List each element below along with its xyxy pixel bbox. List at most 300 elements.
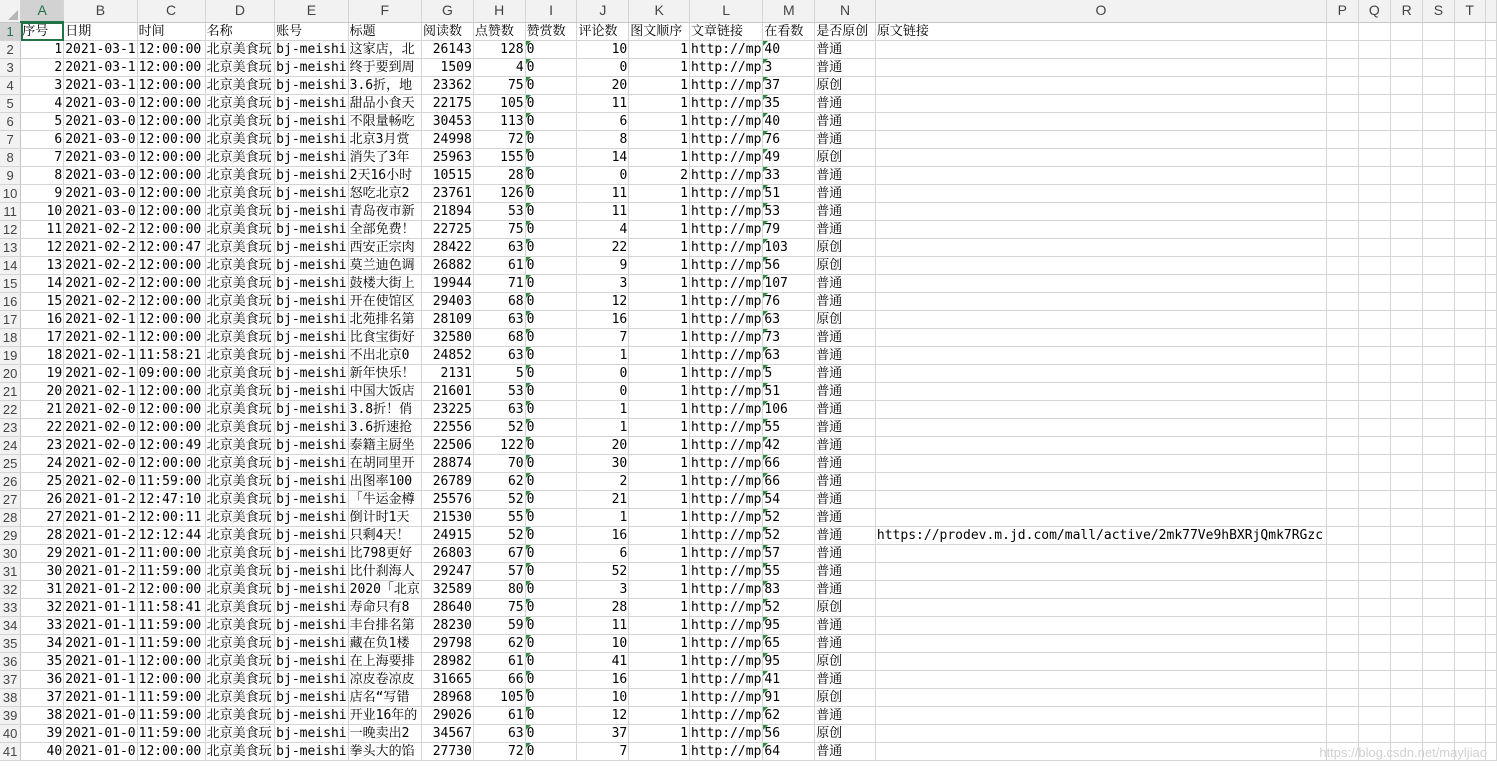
table-cell[interactable] xyxy=(1454,41,1485,59)
header-cell[interactable]: 图文顺序 xyxy=(629,22,690,41)
table-cell[interactable]: bj-meishi xyxy=(276,492,347,507)
table-cell[interactable]: 12 xyxy=(21,239,64,257)
table-cell[interactable]: 37 xyxy=(21,689,64,707)
row-header[interactable]: 18 xyxy=(0,329,21,347)
table-cell[interactable]: 11:59:00 xyxy=(137,617,205,635)
table-cell[interactable]: 62 xyxy=(763,707,815,725)
table-cell[interactable] xyxy=(1485,221,1496,239)
table-cell[interactable]: 9 xyxy=(577,257,629,275)
table-cell[interactable]: 55 xyxy=(473,509,525,527)
table-cell[interactable]: 68 xyxy=(473,329,525,347)
table-cell[interactable]: 29026 xyxy=(421,707,473,725)
table-cell[interactable] xyxy=(1391,149,1423,167)
table-cell[interactable]: 12:00:11 xyxy=(137,509,205,527)
table-cell[interactable] xyxy=(1423,293,1455,311)
table-cell[interactable] xyxy=(1485,527,1496,545)
header-cell[interactable] xyxy=(1485,22,1496,41)
table-cell[interactable]: 2021-02-2 xyxy=(65,258,136,273)
table-cell[interactable]: 41 xyxy=(763,671,815,689)
table-cell[interactable]: 64 xyxy=(763,743,815,761)
table-cell[interactable]: 普通 xyxy=(815,491,876,509)
table-cell[interactable]: 0 xyxy=(525,257,577,275)
table-cell[interactable]: 0 xyxy=(525,581,577,599)
table-cell[interactable]: http://mp xyxy=(690,96,762,111)
column-header-k[interactable]: K xyxy=(629,0,690,22)
table-cell[interactable] xyxy=(875,581,1326,599)
table-cell[interactable] xyxy=(875,185,1326,203)
table-cell[interactable]: 12:00:00 xyxy=(137,77,205,95)
table-cell[interactable]: 67 xyxy=(473,545,525,563)
table-cell[interactable]: 28 xyxy=(21,527,64,545)
row-header[interactable]: 6 xyxy=(0,113,21,131)
table-cell[interactable]: 1 xyxy=(629,455,690,473)
table-cell[interactable]: 鼓楼大街上 xyxy=(348,275,421,293)
table-cell[interactable] xyxy=(875,401,1326,419)
table-cell[interactable] xyxy=(875,437,1326,455)
table-cell[interactable]: 11 xyxy=(21,221,64,239)
table-cell[interactable] xyxy=(1391,419,1423,437)
table-cell[interactable]: 3 xyxy=(577,581,629,599)
table-cell[interactable]: http://mp xyxy=(690,528,762,543)
table-cell[interactable]: 10515 xyxy=(421,167,473,185)
table-cell[interactable] xyxy=(1391,545,1423,563)
table-cell[interactable]: 09:00:00 xyxy=(137,365,205,383)
table-cell[interactable]: 2021-02-0 xyxy=(65,402,136,417)
table-cell[interactable]: 北京美食玩 xyxy=(205,221,275,239)
table-cell[interactable]: 28422 xyxy=(421,239,473,257)
table-cell[interactable] xyxy=(1423,311,1455,329)
table-cell[interactable]: 3.6折，地 xyxy=(348,77,421,95)
table-cell[interactable]: 155 xyxy=(473,149,525,167)
table-cell[interactable]: 1 xyxy=(577,347,629,365)
table-cell[interactable]: 51 xyxy=(763,185,815,203)
table-cell[interactable]: 10 xyxy=(577,41,629,59)
table-cell[interactable]: 北京美食玩 xyxy=(205,239,275,257)
table-cell[interactable]: 25576 xyxy=(421,491,473,509)
table-cell[interactable] xyxy=(1454,185,1485,203)
table-cell[interactable] xyxy=(1358,167,1391,185)
table-cell[interactable] xyxy=(1358,95,1391,113)
table-cell[interactable]: 1 xyxy=(629,437,690,455)
table-cell[interactable]: 普通 xyxy=(815,293,876,311)
table-cell[interactable]: 北京美食玩 xyxy=(205,527,275,545)
table-cell[interactable]: http://mp xyxy=(690,600,762,615)
table-cell[interactable] xyxy=(1358,419,1391,437)
header-cell[interactable]: 评论数 xyxy=(577,22,629,41)
row-header[interactable]: 27 xyxy=(0,491,21,509)
table-cell[interactable]: 普通 xyxy=(815,743,876,761)
table-cell[interactable]: bj-meishi xyxy=(276,456,347,471)
table-cell[interactable] xyxy=(1391,221,1423,239)
table-cell[interactable]: 11:00:00 xyxy=(137,545,205,563)
table-cell[interactable] xyxy=(1358,185,1391,203)
table-cell[interactable]: 0 xyxy=(525,329,577,347)
table-cell[interactable]: 北京3月赏 xyxy=(348,131,421,149)
table-cell[interactable]: 32589 xyxy=(421,581,473,599)
table-cell[interactable]: 0 xyxy=(577,59,629,77)
table-cell[interactable]: 24852 xyxy=(421,347,473,365)
table-cell[interactable]: 0 xyxy=(525,725,577,743)
table-cell[interactable]: 29247 xyxy=(421,563,473,581)
table-cell[interactable] xyxy=(1358,653,1391,671)
table-cell[interactable]: bj-meishi xyxy=(276,276,347,291)
table-cell[interactable] xyxy=(1327,113,1359,131)
table-cell[interactable]: 26882 xyxy=(421,257,473,275)
table-cell[interactable]: 12:00:00 xyxy=(137,149,205,167)
row-header[interactable]: 24 xyxy=(0,437,21,455)
table-cell[interactable]: 3 xyxy=(21,77,64,95)
table-cell[interactable]: 普通 xyxy=(815,473,876,491)
table-cell[interactable]: 北京美食玩 xyxy=(205,113,275,131)
table-cell[interactable]: 0 xyxy=(525,167,577,185)
column-header-d[interactable]: D xyxy=(205,0,275,22)
table-cell[interactable] xyxy=(1358,689,1391,707)
table-cell[interactable] xyxy=(1327,59,1359,77)
header-cell[interactable]: 原文链接 xyxy=(875,22,1326,41)
column-header-s[interactable]: S xyxy=(1423,0,1455,22)
table-cell[interactable]: 61 xyxy=(473,707,525,725)
table-cell[interactable]: 北京美食玩 xyxy=(205,545,275,563)
table-cell[interactable]: 12:00:00 xyxy=(137,95,205,113)
table-cell[interactable] xyxy=(1454,131,1485,149)
table-cell[interactable]: 3.6折速抢 xyxy=(348,419,421,437)
table-cell[interactable]: 1 xyxy=(577,401,629,419)
table-cell[interactable]: 22 xyxy=(21,419,64,437)
table-cell[interactable]: 26143 xyxy=(421,41,473,59)
table-cell[interactable] xyxy=(1423,617,1455,635)
table-cell[interactable]: 62 xyxy=(473,473,525,491)
table-cell[interactable]: 1 xyxy=(629,581,690,599)
table-cell[interactable] xyxy=(1423,419,1455,437)
table-cell[interactable]: bj-meishi xyxy=(276,132,347,147)
column-header-e[interactable]: E xyxy=(275,0,348,22)
table-cell[interactable]: 95 xyxy=(763,617,815,635)
table-cell[interactable]: 西安正宗肉 xyxy=(348,239,421,257)
table-cell[interactable]: 11 xyxy=(577,617,629,635)
table-cell[interactable]: 怒吃北京2 xyxy=(348,185,421,203)
column-header-b[interactable]: B xyxy=(64,0,137,22)
table-cell[interactable]: 终于要到周 xyxy=(348,59,421,77)
column-header-q[interactable]: Q xyxy=(1358,0,1391,22)
table-cell[interactable] xyxy=(1454,347,1485,365)
table-cell[interactable]: 2021-01-1 xyxy=(65,636,136,651)
table-cell[interactable] xyxy=(1391,41,1423,59)
table-cell[interactable] xyxy=(1358,509,1391,527)
table-cell[interactable]: bj-meishi xyxy=(276,726,347,741)
table-cell[interactable]: 6 xyxy=(577,113,629,131)
table-cell[interactable] xyxy=(1454,239,1485,257)
table-cell[interactable]: 2131 xyxy=(421,365,473,383)
table-cell[interactable]: 106 xyxy=(763,401,815,419)
table-cell[interactable] xyxy=(1454,257,1485,275)
table-cell[interactable] xyxy=(1358,329,1391,347)
table-cell[interactable]: bj-meishi xyxy=(276,168,347,183)
table-cell[interactable]: 普通 xyxy=(815,221,876,239)
table-cell[interactable]: bj-meishi xyxy=(276,60,347,75)
table-cell[interactable]: 52 xyxy=(473,419,525,437)
table-cell[interactable] xyxy=(1327,365,1359,383)
table-cell[interactable]: 比798更好 xyxy=(348,545,421,563)
table-cell[interactable] xyxy=(1454,221,1485,239)
table-cell[interactable]: 53 xyxy=(763,203,815,221)
table-cell[interactable]: 113 xyxy=(473,113,525,131)
table-cell[interactable] xyxy=(1485,293,1496,311)
table-cell[interactable]: 1 xyxy=(577,419,629,437)
table-cell[interactable] xyxy=(1358,59,1391,77)
table-cell[interactable]: 5 xyxy=(473,365,525,383)
table-cell[interactable] xyxy=(875,59,1326,77)
header-cell[interactable]: 时间 xyxy=(137,22,205,41)
header-cell[interactable] xyxy=(1327,22,1359,41)
table-cell[interactable] xyxy=(875,41,1326,59)
table-cell[interactable]: 32580 xyxy=(421,329,473,347)
table-cell[interactable]: bj-meishi xyxy=(276,510,347,525)
table-cell[interactable]: 12:00:00 xyxy=(137,401,205,419)
table-cell[interactable]: http://mp xyxy=(690,384,762,399)
table-cell[interactable]: http://mp xyxy=(690,186,762,201)
table-cell[interactable]: 52 xyxy=(763,599,815,617)
table-cell[interactable]: 75 xyxy=(473,221,525,239)
table-cell[interactable]: 12:00:00 xyxy=(137,383,205,401)
table-cell[interactable]: 0 xyxy=(577,383,629,401)
table-cell[interactable] xyxy=(1391,725,1423,743)
table-cell[interactable]: 26789 xyxy=(421,473,473,491)
table-cell[interactable] xyxy=(1454,599,1485,617)
table-cell[interactable]: bj-meishi xyxy=(276,96,347,111)
table-cell[interactable] xyxy=(1454,509,1485,527)
table-cell[interactable]: 63 xyxy=(763,311,815,329)
table-cell[interactable]: 北京美食玩 xyxy=(205,41,275,59)
table-cell[interactable]: 普通 xyxy=(815,419,876,437)
table-cell[interactable]: 75 xyxy=(473,599,525,617)
table-cell[interactable] xyxy=(1327,77,1359,95)
table-cell[interactable] xyxy=(1485,383,1496,401)
table-cell[interactable] xyxy=(1358,221,1391,239)
table-cell[interactable]: 0 xyxy=(525,239,577,257)
table-cell[interactable]: 2021-01-0 xyxy=(65,744,136,759)
table-cell[interactable]: 12:00:00 xyxy=(137,293,205,311)
table-cell[interactable]: 70 xyxy=(473,455,525,473)
table-cell[interactable]: 72 xyxy=(473,131,525,149)
table-cell[interactable]: 普通 xyxy=(815,95,876,113)
table-cell[interactable]: 40 xyxy=(21,743,64,761)
table-cell[interactable] xyxy=(1454,437,1485,455)
table-cell[interactable] xyxy=(1358,401,1391,419)
table-cell[interactable] xyxy=(875,221,1326,239)
row-header[interactable]: 38 xyxy=(0,689,21,707)
header-cell[interactable]: 序号 xyxy=(21,22,64,41)
table-cell[interactable] xyxy=(1391,473,1423,491)
row-header[interactable]: 32 xyxy=(0,581,21,599)
header-cell[interactable]: 是否原创 xyxy=(815,22,876,41)
table-cell[interactable]: 0 xyxy=(525,473,577,491)
table-cell[interactable] xyxy=(1327,311,1359,329)
table-cell[interactable]: 83 xyxy=(763,581,815,599)
table-cell[interactable] xyxy=(1358,113,1391,131)
header-cell[interactable] xyxy=(1391,22,1423,41)
row-header[interactable]: 33 xyxy=(0,599,21,617)
table-cell[interactable]: bj-meishi xyxy=(276,546,347,561)
table-cell[interactable]: 2021-01-1 xyxy=(65,690,136,705)
row-header[interactable]: 40 xyxy=(0,725,21,743)
table-cell[interactable]: 22175 xyxy=(421,95,473,113)
table-cell[interactable]: 北京美食玩 xyxy=(205,689,275,707)
table-cell[interactable]: 11:59:00 xyxy=(137,563,205,581)
table-cell[interactable] xyxy=(1485,491,1496,509)
table-cell[interactable]: 2021-02-0 xyxy=(65,456,136,471)
table-cell[interactable]: http://mp xyxy=(690,240,762,255)
table-cell[interactable] xyxy=(1454,419,1485,437)
table-cell[interactable]: 10 xyxy=(577,689,629,707)
table-cell[interactable] xyxy=(1358,617,1391,635)
table-cell[interactable] xyxy=(1454,311,1485,329)
table-cell[interactable] xyxy=(1423,473,1455,491)
table-cell[interactable]: 0 xyxy=(525,365,577,383)
table-cell[interactable]: 1 xyxy=(629,473,690,491)
table-cell[interactable]: 28982 xyxy=(421,653,473,671)
table-cell[interactable]: bj-meishi xyxy=(276,636,347,651)
table-cell[interactable] xyxy=(1358,293,1391,311)
table-cell[interactable] xyxy=(1391,383,1423,401)
table-cell[interactable]: http://mp xyxy=(690,672,762,687)
table-cell[interactable]: 2021-01-2 xyxy=(65,546,136,561)
column-header-p[interactable]: P xyxy=(1327,0,1359,22)
table-cell[interactable]: 30 xyxy=(577,455,629,473)
table-cell[interactable] xyxy=(875,77,1326,95)
table-cell[interactable] xyxy=(875,545,1326,563)
table-cell[interactable]: 76 xyxy=(763,131,815,149)
header-cell[interactable]: 阅读数 xyxy=(421,22,473,41)
table-cell[interactable]: 北京美食玩 xyxy=(205,347,275,365)
table-cell[interactable] xyxy=(1454,545,1485,563)
table-cell[interactable]: 2021-03-0 xyxy=(65,96,136,111)
table-cell[interactable]: 19 xyxy=(21,365,64,383)
table-cell[interactable] xyxy=(1485,725,1496,743)
table-cell[interactable]: 68 xyxy=(473,293,525,311)
row-header[interactable]: 17 xyxy=(0,311,21,329)
table-cell[interactable]: 2021-01-2 xyxy=(65,582,136,597)
table-cell[interactable]: 61 xyxy=(473,653,525,671)
column-header-r[interactable]: R xyxy=(1391,0,1423,22)
row-header[interactable]: 4 xyxy=(0,77,21,95)
table-cell[interactable] xyxy=(1391,455,1423,473)
table-cell[interactable] xyxy=(875,149,1326,167)
table-cell[interactable]: 23225 xyxy=(421,401,473,419)
table-cell[interactable]: 23 xyxy=(21,437,64,455)
column-header-g[interactable]: G xyxy=(421,0,473,22)
table-cell[interactable]: 1 xyxy=(629,203,690,221)
table-cell[interactable]: bj-meishi xyxy=(276,330,347,345)
table-cell[interactable] xyxy=(1454,725,1485,743)
table-cell[interactable]: 3 xyxy=(763,59,815,77)
table-cell[interactable]: 普通 xyxy=(815,527,876,545)
table-cell[interactable] xyxy=(1327,617,1359,635)
table-cell[interactable]: 2021-01-1 xyxy=(65,600,136,615)
table-cell[interactable] xyxy=(1358,707,1391,725)
row-header[interactable]: 12 xyxy=(0,221,21,239)
table-cell[interactable] xyxy=(1423,59,1455,77)
table-cell[interactable]: 52 xyxy=(473,491,525,509)
table-cell[interactable]: 2 xyxy=(21,59,64,77)
table-cell[interactable]: 63 xyxy=(473,347,525,365)
table-cell[interactable]: 1 xyxy=(629,509,690,527)
table-cell[interactable] xyxy=(1485,131,1496,149)
row-header[interactable]: 16 xyxy=(0,293,21,311)
table-cell[interactable]: 12:00:49 xyxy=(137,437,205,455)
table-cell[interactable]: 62 xyxy=(473,635,525,653)
table-cell[interactable]: http://mp xyxy=(690,276,762,291)
header-cell[interactable] xyxy=(1423,22,1455,41)
column-header-a[interactable]: A xyxy=(21,0,64,22)
table-cell[interactable]: 73 xyxy=(763,329,815,347)
table-cell[interactable] xyxy=(875,383,1326,401)
table-cell[interactable]: 普通 xyxy=(815,707,876,725)
table-cell[interactable]: 31 xyxy=(21,581,64,599)
table-cell[interactable]: 0 xyxy=(525,113,577,131)
table-cell[interactable]: 在胡同里开 xyxy=(348,455,421,473)
table-cell[interactable] xyxy=(1454,689,1485,707)
table-cell[interactable]: 29403 xyxy=(421,293,473,311)
table-cell[interactable]: 12:00:00 xyxy=(137,311,205,329)
table-cell[interactable]: 1 xyxy=(629,545,690,563)
table-cell[interactable]: http://mp xyxy=(690,204,762,219)
table-cell[interactable]: 20 xyxy=(577,437,629,455)
row-header[interactable]: 30 xyxy=(0,545,21,563)
table-cell[interactable]: 0 xyxy=(525,455,577,473)
table-cell[interactable]: 10 xyxy=(21,203,64,221)
header-cell[interactable]: 标题 xyxy=(348,22,421,41)
table-cell[interactable]: 54 xyxy=(763,491,815,509)
table-cell[interactable] xyxy=(1327,725,1359,743)
table-cell[interactable]: 2 xyxy=(629,167,690,185)
table-cell[interactable] xyxy=(1423,329,1455,347)
table-cell[interactable]: 北京美食玩 xyxy=(205,383,275,401)
table-cell[interactable]: 0 xyxy=(525,491,577,509)
table-cell[interactable] xyxy=(1327,257,1359,275)
table-cell[interactable] xyxy=(1358,347,1391,365)
table-cell[interactable]: 34 xyxy=(21,635,64,653)
table-cell[interactable] xyxy=(875,743,1326,761)
table-cell[interactable] xyxy=(875,95,1326,113)
table-cell[interactable] xyxy=(1485,419,1496,437)
table-cell[interactable]: 凉皮卷凉皮 xyxy=(348,671,421,689)
table-cell[interactable]: 2021-02-1 xyxy=(65,366,136,381)
table-cell[interactable]: 26 xyxy=(21,491,64,509)
table-cell[interactable]: 1 xyxy=(629,365,690,383)
table-cell[interactable]: 12 xyxy=(577,293,629,311)
table-cell[interactable]: bj-meishi xyxy=(276,366,347,381)
table-cell[interactable] xyxy=(1423,599,1455,617)
table-cell[interactable]: 105 xyxy=(473,95,525,113)
table-cell[interactable]: 28640 xyxy=(421,599,473,617)
table-cell[interactable]: 1 xyxy=(629,293,690,311)
table-cell[interactable]: bj-meishi xyxy=(276,420,347,435)
table-cell[interactable]: 0 xyxy=(525,95,577,113)
table-cell[interactable] xyxy=(1423,635,1455,653)
table-cell[interactable]: bj-meishi xyxy=(276,186,347,201)
table-cell[interactable] xyxy=(1327,185,1359,203)
table-cell[interactable] xyxy=(1485,617,1496,635)
table-cell[interactable] xyxy=(1454,653,1485,671)
table-cell[interactable] xyxy=(1423,383,1455,401)
table-cell[interactable]: 不限量畅吃 xyxy=(348,113,421,131)
table-cell[interactable] xyxy=(1423,239,1455,257)
table-cell[interactable] xyxy=(1391,185,1423,203)
table-cell[interactable]: 普通 xyxy=(815,275,876,293)
table-cell[interactable] xyxy=(1454,167,1485,185)
table-cell[interactable]: 1 xyxy=(629,41,690,59)
row-header[interactable]: 5 xyxy=(0,95,21,113)
